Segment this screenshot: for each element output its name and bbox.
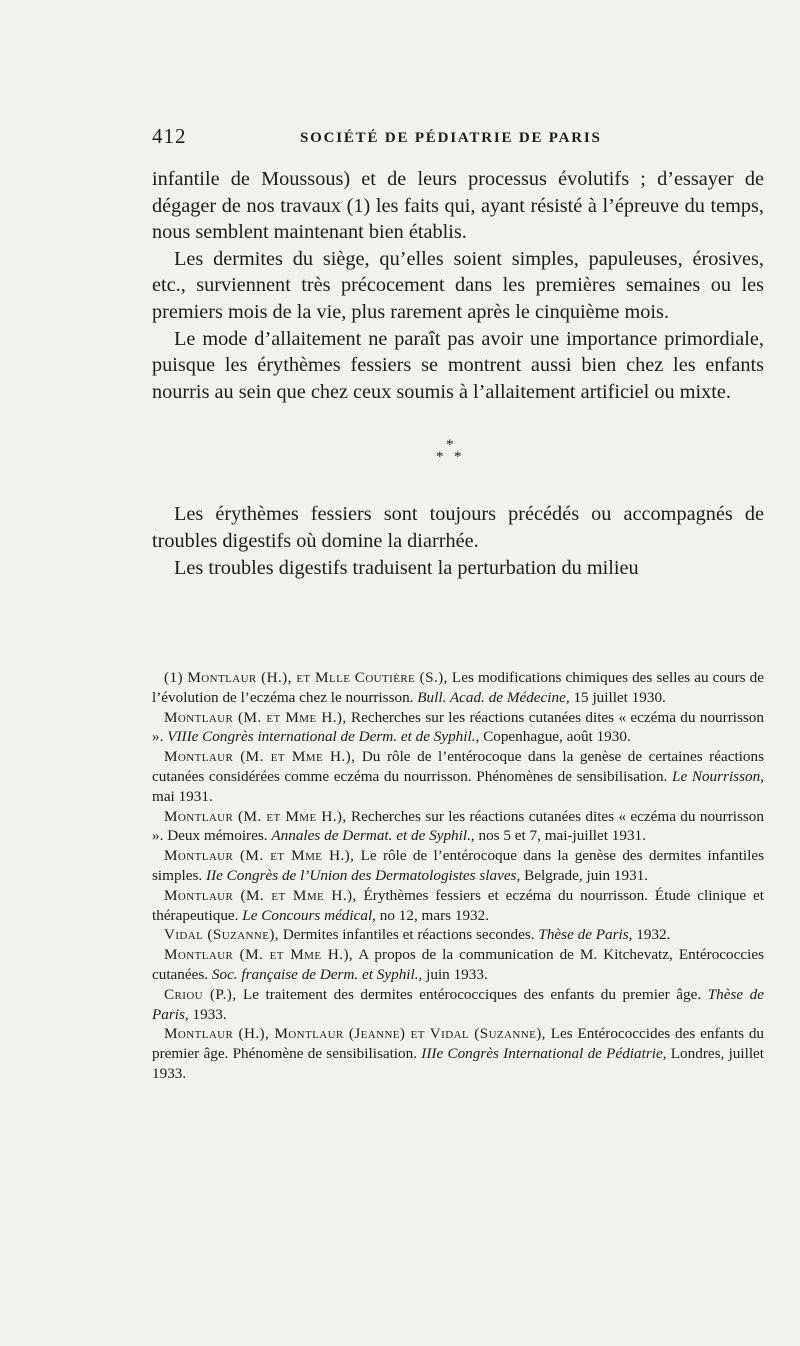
footnote: Montlaur (M. et Mme H.), Le rôle de l’entérocoque dans la genèse des dermites infantiles simples. IIe Congrès de l’Union des Dermatologistes slaves, Belgrade, juin 1931. — [152, 847, 764, 884]
footnote: Criou (P.), Le traitement des dermites entérococciques des enfants du premier âge. Thèse de Paris, 1933. — [152, 985, 764, 1023]
footnote: Montlaur (M. et Mme H.), Recherches sur les réactions cutanées dites « eczéma du nourrisson ». Deux mémoires. Annales de Dermat. et de Syphil., nos 5 et 7, mai-juillet 1931. — [152, 807, 764, 845]
footnote: Vidal (Suzanne), Dermites infantiles et réactions secondes. Thèse de Paris, 1932. — [164, 926, 671, 944]
body-text — [152, 166, 764, 581]
footnote: Montlaur (M. et Mme H.), Recherches sur les réactions cutanées dites « eczéma du nourrisson ». VIIIe Congrès international de Derm. et de Syphil., Copenhague, août 1930. — [152, 708, 764, 746]
footnote: Montlaur (M. et Mme H.), A propos de la communication de M. Kitchevatz, Entérococcies cutanées. Soc. française de Derm. et Syphil., juin 1933. — [152, 946, 764, 983]
separator-star: * — [446, 437, 454, 454]
footnote: Montlaur (M. et Mme H.), Du rôle de l’entérocoque dans la genèse de certaines réactions cutanées considérées comme eczéma du nourrisson. Phénomènes de sensibilisation. Le Nourrisson, mai 1931. — [152, 748, 765, 805]
paragraph-1: infantile de Moussous) et de leurs processus évolutifs ; d’essayer de dégager de nos travaux (1) les faits qui, ayant résisté à l’épreuve du temps, nous semblent maintenant bien établis. — [152, 168, 764, 244]
footnote: Montlaur (H.), Montlaur (Jeanne) et Vidal (Suzanne), Les Entérococcides des enfants du premier âge. Phénomène de sensibilisation. IIIe Congrès International de Pédiatrie, Londres, juillet 1933. — [152, 1025, 765, 1082]
paragraph-3: Le mode d’allaitement ne paraît pas avoir une importance primordiale, puisque les érythèmes fessiers se montrent aussi bien chez les enfants nourris au sein que chez ceux soumis à l’allaitement artificiel ou mixte. — [152, 327, 764, 403]
running-title: SOCIÉTÉ DE PÉDIATRIE DE PARIS — [300, 130, 602, 146]
separator-star: * — [436, 449, 444, 466]
paragraph-5: Les troubles digestifs traduisent la perturbation du milieu — [174, 556, 639, 579]
separator-star: * — [454, 449, 462, 466]
footnote: Montlaur (M. et Mme H.), Érythèmes fessiers et eczéma du nourrisson. Étude clinique et thérapeutique. Le Concours médical, no 12, mars 1932. — [152, 886, 764, 924]
page-number: 412 — [152, 124, 187, 148]
section-separator — [152, 405, 764, 501]
footnote: (1) Montlaur (H.), et Mlle Coutière (S.), Les modifications chimiques des selles au cours de l’évolution de l’eczéma chez le nourrisson. Bull. Acad. de Médecine, 15 juillet 1930. — [152, 669, 764, 706]
paragraph-2: Les dermites du siège, qu’elles soient simples, papuleuses, érosives, etc., surviennent très précocement dans les premières semaines ou les premiers mois de la vie, plus rarement après le cinquième mois. — [152, 247, 764, 323]
page-header — [0, 124, 800, 154]
footnotes — [152, 668, 764, 1084]
paragraph-4: Les érythèmes fessiers sont toujours précédés ou accompagnés de troubles digestifs où domine la diarrhée. — [152, 503, 764, 552]
